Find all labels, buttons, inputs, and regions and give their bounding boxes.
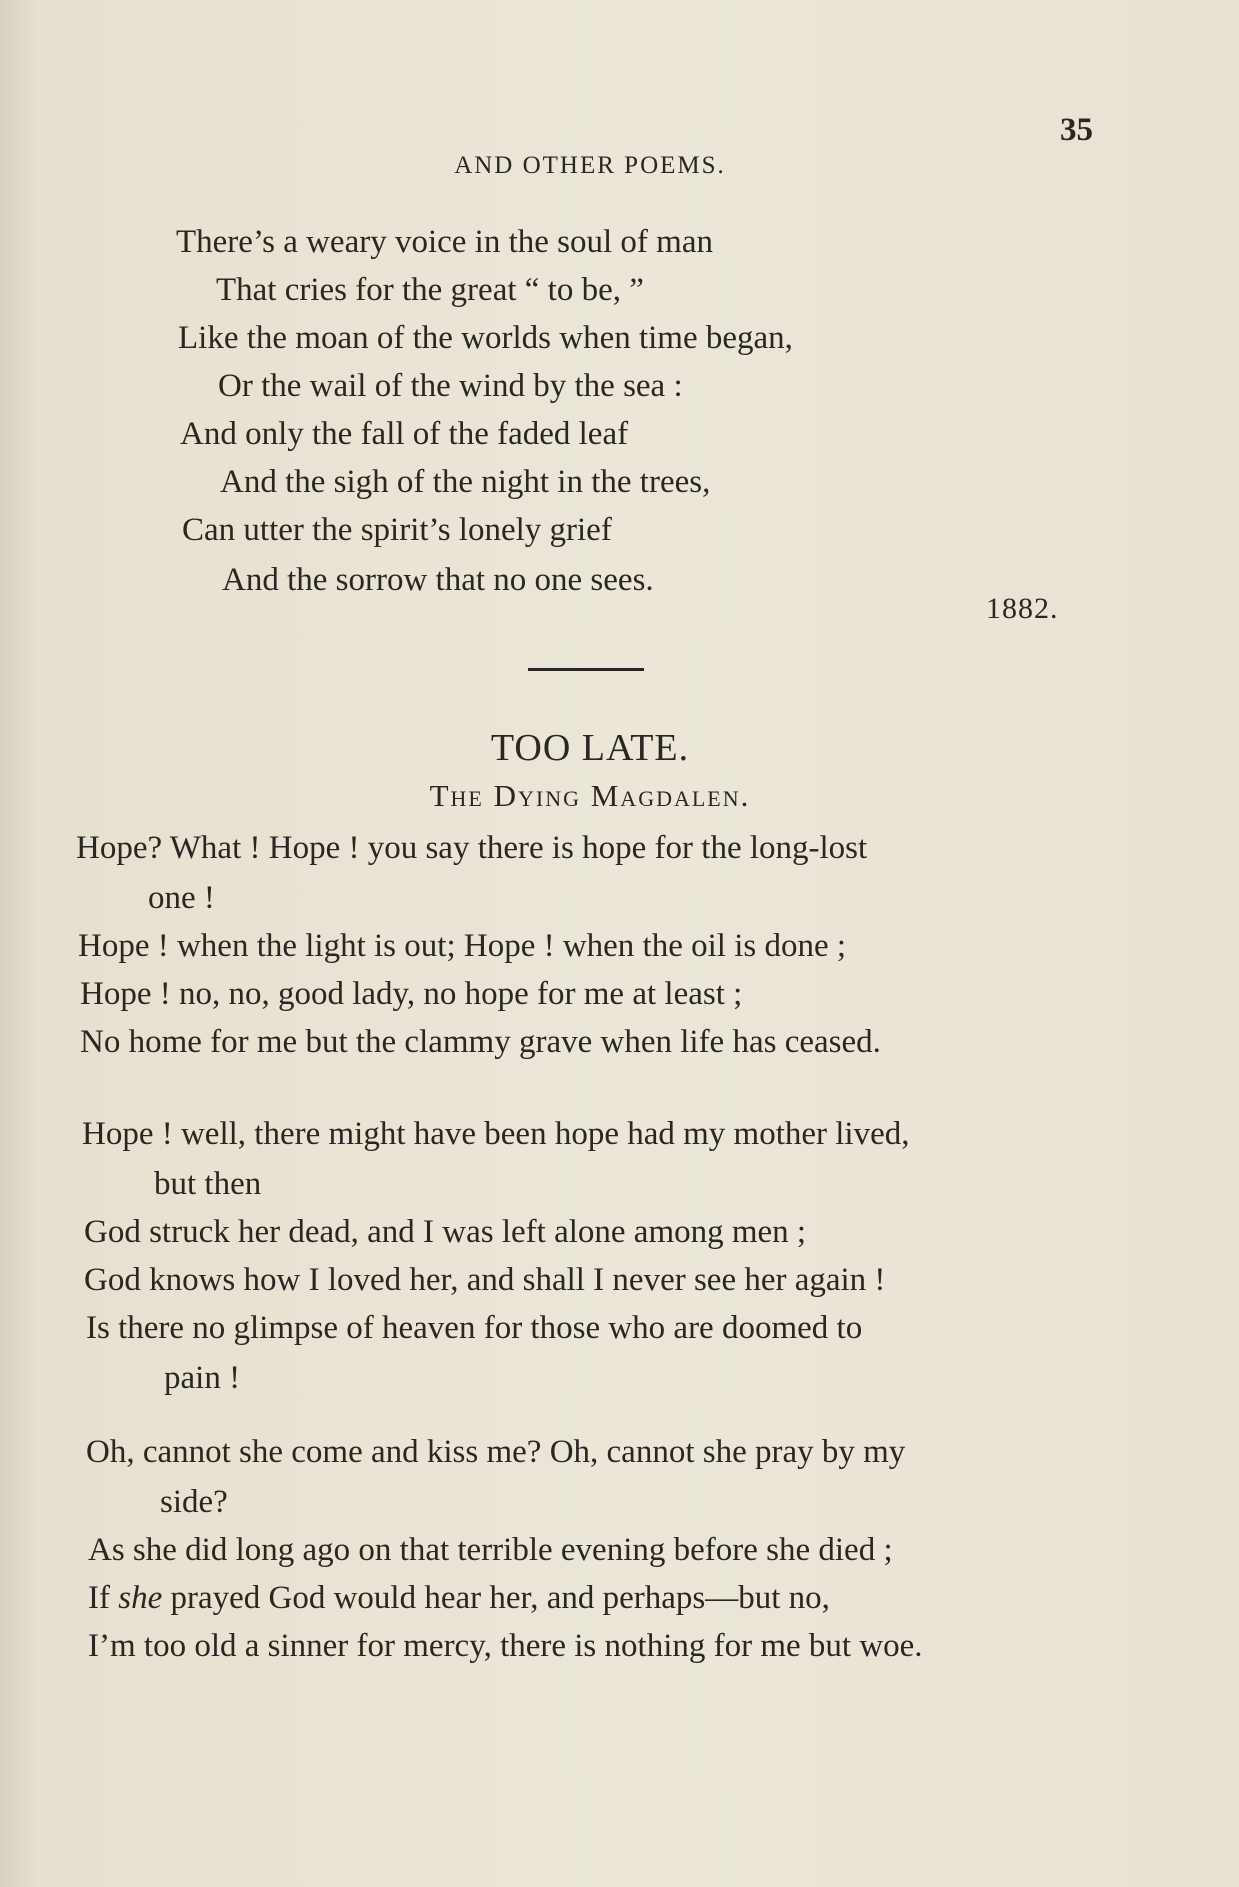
- emphasized-word: she: [118, 1580, 163, 1616]
- poem-line: And the sigh of the night in the trees,: [220, 464, 711, 500]
- poem-line: God knows how I loved her, and shall I never see her again !: [84, 1262, 886, 1298]
- poem-line: There’s a weary voice in the soul of man: [176, 224, 713, 260]
- poem-line: Hope ! when the light is out; Hope ! when the oil is done ;: [78, 928, 847, 964]
- poem-line: Hope ! no, no, good lady, no hope for me at least ;: [80, 976, 743, 1012]
- poem-word: prayed God would hear her, and perhaps—but no,: [170, 1580, 830, 1616]
- poem-subtitle: The Dying Magdalen.: [429, 778, 751, 813]
- poem-line: I’m too old a sinner for mercy, there is nothing for me but woe.: [88, 1628, 923, 1664]
- poem-line: but then: [154, 1166, 262, 1202]
- poem-line: No home for me but the clammy grave when life has ceased.: [80, 1024, 881, 1060]
- poem-title: TOO LATE.: [490, 727, 690, 769]
- poem-line: one !: [148, 880, 215, 916]
- poem-line: [88, 1580, 830, 1617]
- poem-line: And the sorrow that no one sees.: [222, 562, 654, 598]
- poem-line: side?: [160, 1484, 228, 1520]
- poem-date: 1882.: [986, 592, 1059, 625]
- page-number: 35: [1060, 112, 1093, 148]
- poem-line: Is there no glimpse of heaven for those who are doomed to: [86, 1310, 863, 1346]
- poem-line: Hope? What ! Hope ! you say there is hope for the long-lost: [76, 830, 868, 866]
- poem-line: Can utter the spirit’s lonely grief: [182, 512, 612, 548]
- poem-line: And only the fall of the faded leaf: [180, 416, 629, 452]
- poem-line: pain !: [164, 1360, 241, 1396]
- poem-line: Hope ! well, there might have been hope had my mother lived,: [82, 1116, 910, 1152]
- poem-line: That cries for the great “ to be, ”: [216, 272, 644, 308]
- poem-line: Like the moan of the worlds when time began,: [178, 320, 793, 356]
- running-header: AND OTHER POEMS.: [454, 152, 726, 179]
- section-divider: [528, 668, 644, 671]
- poem-line: God struck her dead, and I was left alone among men ;: [84, 1214, 807, 1250]
- poem-word: If: [88, 1580, 110, 1616]
- poem-line: Or the wail of the wind by the sea :: [218, 368, 683, 404]
- poem-line: As she did long ago on that terrible evening before she died ;: [88, 1532, 893, 1568]
- poem-line: Oh, cannot she come and kiss me? Oh, cannot she pray by my: [86, 1434, 906, 1470]
